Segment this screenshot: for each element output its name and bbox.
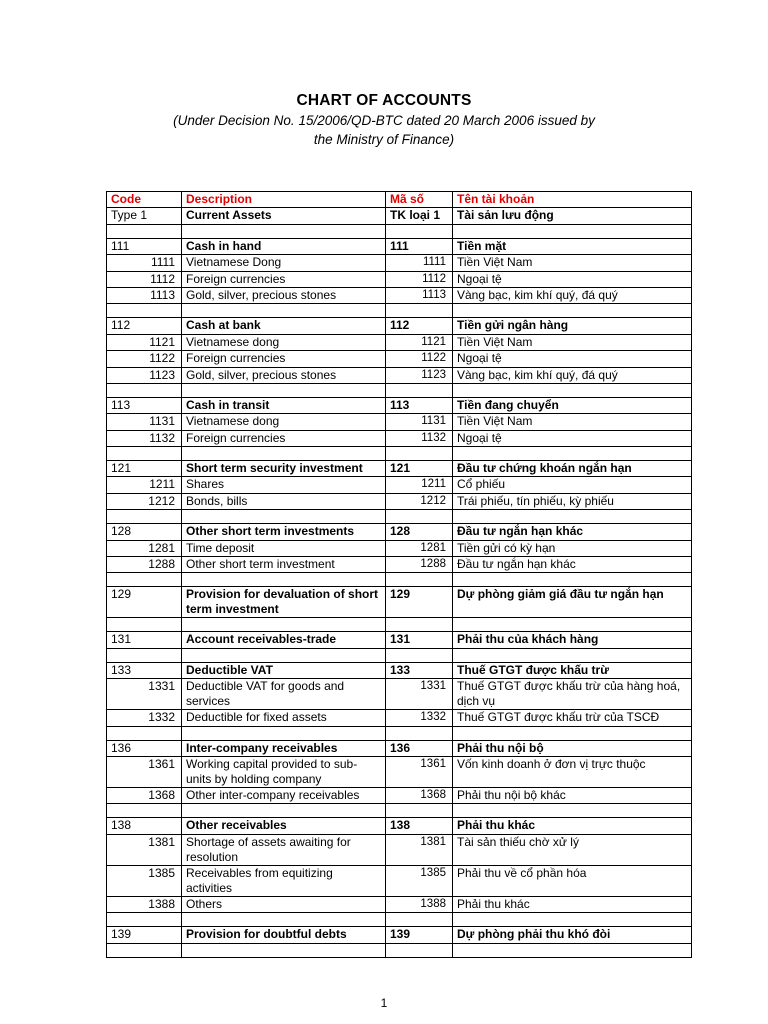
account-ma-so: 121 xyxy=(386,461,453,477)
sub-account-description: Others xyxy=(182,896,386,912)
spacer-cell xyxy=(107,804,182,818)
account-description: Deductible VAT xyxy=(182,662,386,678)
spacer-cell xyxy=(453,510,692,524)
sub-account-row xyxy=(107,896,692,912)
sub-account-description: Foreign currencies xyxy=(182,351,386,367)
sub-account-code: 1112 xyxy=(107,271,182,287)
spacer-cell xyxy=(453,804,692,818)
sub-account-row xyxy=(107,271,692,287)
account-code: 139 xyxy=(107,927,182,943)
account-description: Provision for doubtful debts xyxy=(182,927,386,943)
sub-account-code: 1385 xyxy=(107,865,182,896)
spacer-cell xyxy=(182,383,386,397)
account-ma-so: 139 xyxy=(386,927,453,943)
sub-account-description: Vietnamese Dong xyxy=(182,255,386,271)
sub-account-row xyxy=(107,414,692,430)
account-code: 138 xyxy=(107,818,182,834)
sub-account-row xyxy=(107,351,692,367)
table-header-row xyxy=(107,192,692,208)
sub-account-code: 1381 xyxy=(107,834,182,865)
sub-account-row xyxy=(107,334,692,350)
sub-account-ma-so: 1388 xyxy=(386,896,453,912)
sub-account-row xyxy=(107,710,692,726)
sub-account-ma-so: 1212 xyxy=(386,493,453,509)
spacer-cell xyxy=(182,510,386,524)
account-group-row xyxy=(107,397,692,413)
spacer-cell xyxy=(453,618,692,632)
sub-account-ten: Ngoại tệ xyxy=(453,430,692,446)
account-code: 113 xyxy=(107,397,182,413)
chart-of-accounts-table xyxy=(106,191,692,958)
account-description: Cash at bank xyxy=(182,318,386,334)
spacer-row xyxy=(107,913,692,927)
spacer-cell xyxy=(182,648,386,662)
sub-account-description: Time deposit xyxy=(182,540,386,556)
spacer-row xyxy=(107,447,692,461)
spacer-cell xyxy=(386,726,453,740)
sub-account-ten: Thuế GTGT được khấu trừ của hàng hoá, dịch vụ xyxy=(453,679,692,710)
spacer-cell xyxy=(107,304,182,318)
account-code: 133 xyxy=(107,662,182,678)
sub-account-code: 1211 xyxy=(107,477,182,493)
sub-account-ma-so: 1385 xyxy=(386,865,453,896)
sub-account-description: Other inter-company receivables xyxy=(182,787,386,803)
sub-account-ten: Tiền Việt Nam xyxy=(453,414,692,430)
sub-account-description: Foreign currencies xyxy=(182,430,386,446)
spacer-cell xyxy=(182,618,386,632)
spacer-row xyxy=(107,726,692,740)
account-ma-so: 128 xyxy=(386,524,453,540)
header-ten-tai-khoan: Tên tài khoản xyxy=(453,192,692,208)
spacer-row xyxy=(107,618,692,632)
spacer-cell xyxy=(386,648,453,662)
account-ten: Tiền đang chuyển xyxy=(453,397,692,413)
spacer-row xyxy=(107,943,692,957)
account-ma-so: 113 xyxy=(386,397,453,413)
account-ten: Phải thu nội bộ xyxy=(453,740,692,756)
sub-account-ten: Phải thu khác xyxy=(453,896,692,912)
sub-account-ma-so: 1381 xyxy=(386,834,453,865)
sub-account-row xyxy=(107,679,692,710)
sub-account-row xyxy=(107,287,692,303)
sub-account-ma-so: 1111 xyxy=(386,255,453,271)
sub-account-code: 1331 xyxy=(107,679,182,710)
account-group-row xyxy=(107,927,692,943)
sub-account-ten: Tiền gửi có kỳ hạn xyxy=(453,540,692,556)
sub-account-row xyxy=(107,540,692,556)
sub-account-ma-so: 1131 xyxy=(386,414,453,430)
account-group-row xyxy=(107,632,692,648)
spacer-row xyxy=(107,573,692,587)
document-subtitle xyxy=(0,111,768,149)
spacer-cell xyxy=(107,648,182,662)
spacer-row xyxy=(107,510,692,524)
account-group-row xyxy=(107,318,692,334)
spacer-cell xyxy=(182,573,386,587)
header-ma-so: Mã số xyxy=(386,192,453,208)
sub-account-ten: Vàng bạc, kim khí quý, đá quý xyxy=(453,367,692,383)
spacer-cell xyxy=(107,224,182,238)
sub-account-row xyxy=(107,430,692,446)
account-ma-so: 111 xyxy=(386,238,453,254)
sub-account-row xyxy=(107,493,692,509)
spacer-cell xyxy=(107,726,182,740)
spacer-cell xyxy=(182,913,386,927)
account-description: Other short term investments xyxy=(182,524,386,540)
account-code: 111 xyxy=(107,238,182,254)
sub-account-description: Foreign currencies xyxy=(182,271,386,287)
account-ma-so: 133 xyxy=(386,662,453,678)
sub-account-row xyxy=(107,367,692,383)
account-ten: Thuế GTGT được khấu trừ xyxy=(453,662,692,678)
spacer-cell xyxy=(453,447,692,461)
account-ma-so: 112 xyxy=(386,318,453,334)
page-number: 1 xyxy=(380,996,388,1010)
sub-account-ten: Tiền Việt Nam xyxy=(453,255,692,271)
header-description: Description xyxy=(182,192,386,208)
spacer-row xyxy=(107,304,692,318)
sub-account-code: 1111 xyxy=(107,255,182,271)
sub-account-code: 1121 xyxy=(107,334,182,350)
account-ten: Dự phòng giảm giá đầu tư ngắn hạn xyxy=(453,587,692,618)
sub-account-ten: Tài sản thiếu chờ xử lý xyxy=(453,834,692,865)
spacer-cell xyxy=(182,304,386,318)
document-title: CHART OF ACCOUNTS xyxy=(296,92,472,109)
sub-account-ma-so: 1112 xyxy=(386,271,453,287)
sub-account-code: 1212 xyxy=(107,493,182,509)
sub-account-description: Shares xyxy=(182,477,386,493)
sub-account-code: 1368 xyxy=(107,787,182,803)
sub-account-ten: Ngoại tệ xyxy=(453,271,692,287)
spacer-cell xyxy=(386,573,453,587)
account-description: Inter-company receivables xyxy=(182,740,386,756)
spacer-cell xyxy=(107,447,182,461)
sub-account-description: Deductible for fixed assets xyxy=(182,710,386,726)
sub-account-ten: Phải thu nội bộ khác xyxy=(453,787,692,803)
spacer-cell xyxy=(453,383,692,397)
account-description: Cash in transit xyxy=(182,397,386,413)
sub-account-ten: Phải thu về cổ phần hóa xyxy=(453,865,692,896)
spacer-cell xyxy=(453,224,692,238)
spacer-cell xyxy=(182,726,386,740)
sub-account-row xyxy=(107,557,692,573)
account-ten: Tiền mặt xyxy=(453,238,692,254)
sub-account-code: 1122 xyxy=(107,351,182,367)
spacer-cell xyxy=(386,913,453,927)
spacer-cell xyxy=(453,943,692,957)
spacer-cell xyxy=(182,224,386,238)
sub-account-ma-so: 1281 xyxy=(386,540,453,556)
account-ma-so: 131 xyxy=(386,632,453,648)
sub-account-ma-so: 1211 xyxy=(386,477,453,493)
spacer-cell xyxy=(386,447,453,461)
spacer-cell xyxy=(386,224,453,238)
sub-account-description: Shortage of assets awaiting for resolution xyxy=(182,834,386,865)
spacer-cell xyxy=(453,913,692,927)
sub-account-row xyxy=(107,756,692,787)
account-group-row xyxy=(107,461,692,477)
table-body xyxy=(107,192,692,958)
account-group-row xyxy=(107,662,692,678)
sub-account-row xyxy=(107,787,692,803)
sub-account-code: 1113 xyxy=(107,287,182,303)
spacer-row xyxy=(107,804,692,818)
spacer-cell xyxy=(386,383,453,397)
account-ten: Đầu tư ngắn hạn khác xyxy=(453,524,692,540)
sub-account-ten: Tiền Việt Nam xyxy=(453,334,692,350)
type-ma-so: TK loại 1 xyxy=(386,208,453,224)
sub-account-row xyxy=(107,834,692,865)
account-group-row xyxy=(107,587,692,618)
sub-account-ma-so: 1361 xyxy=(386,756,453,787)
sub-account-ten: Trái phiếu, tín phiếu, kỳ phiếu xyxy=(453,493,692,509)
account-group-row xyxy=(107,524,692,540)
sub-account-ma-so: 1132 xyxy=(386,430,453,446)
account-code: 136 xyxy=(107,740,182,756)
spacer-row xyxy=(107,648,692,662)
account-ten: Phải thu khác xyxy=(453,818,692,834)
spacer-row xyxy=(107,224,692,238)
spacer-cell xyxy=(453,726,692,740)
sub-account-description: Receivables from equitizing activities xyxy=(182,865,386,896)
spacer-cell xyxy=(182,943,386,957)
account-code: 112 xyxy=(107,318,182,334)
sub-account-ma-so: 1121 xyxy=(386,334,453,350)
account-ma-so: 136 xyxy=(386,740,453,756)
spacer-row xyxy=(107,383,692,397)
sub-account-ten: Vàng bạc, kim khí quý, đá quý xyxy=(453,287,692,303)
sub-account-ma-so: 1332 xyxy=(386,710,453,726)
account-ten: Phải thu của khách hàng xyxy=(453,632,692,648)
sub-account-code: 1288 xyxy=(107,557,182,573)
spacer-cell xyxy=(386,510,453,524)
sub-account-ma-so: 1288 xyxy=(386,557,453,573)
header-code: Code xyxy=(107,192,182,208)
spacer-cell xyxy=(386,943,453,957)
account-ten: Đầu tư chứng khoán ngắn hạn xyxy=(453,461,692,477)
sub-account-ma-so: 1122 xyxy=(386,351,453,367)
account-description: Short term security investment xyxy=(182,461,386,477)
sub-account-ma-so: 1368 xyxy=(386,787,453,803)
account-ten: Dự phòng phải thu khó đòi xyxy=(453,927,692,943)
sub-account-code: 1388 xyxy=(107,896,182,912)
spacer-cell xyxy=(107,383,182,397)
spacer-cell xyxy=(386,304,453,318)
sub-account-description: Gold, silver, precious stones xyxy=(182,367,386,383)
account-description: Provision for devaluation of short term investment xyxy=(182,587,386,618)
account-code: 121 xyxy=(107,461,182,477)
sub-account-code: 1123 xyxy=(107,367,182,383)
spacer-cell xyxy=(107,618,182,632)
sub-account-ten: Đầu tư ngắn hạn khác xyxy=(453,557,692,573)
sub-account-description: Deductible VAT for goods and services xyxy=(182,679,386,710)
sub-account-ma-so: 1113 xyxy=(386,287,453,303)
account-code: 131 xyxy=(107,632,182,648)
spacer-cell xyxy=(107,510,182,524)
type-ten: Tài sản lưu động xyxy=(453,208,692,224)
sub-account-ten: Ngoại tệ xyxy=(453,351,692,367)
account-description: Account receivables-trade xyxy=(182,632,386,648)
spacer-cell xyxy=(453,573,692,587)
subtitle-line-1: (Under Decision No. 15/2006/QD-BTC dated 20 March 2006 issued by xyxy=(173,113,595,128)
sub-account-description: Gold, silver, precious stones xyxy=(182,287,386,303)
spacer-cell xyxy=(182,447,386,461)
sub-account-description: Vietnamese dong xyxy=(182,334,386,350)
sub-account-ten: Vốn kinh doanh ở đơn vị trực thuộc xyxy=(453,756,692,787)
spacer-cell xyxy=(107,573,182,587)
spacer-cell xyxy=(453,304,692,318)
account-ten: Tiền gửi ngân hàng xyxy=(453,318,692,334)
sub-account-code: 1361 xyxy=(107,756,182,787)
account-code: 128 xyxy=(107,524,182,540)
type-code: Type 1 xyxy=(107,208,182,224)
account-ma-so: 129 xyxy=(386,587,453,618)
spacer-cell xyxy=(386,618,453,632)
sub-account-code: 1281 xyxy=(107,540,182,556)
sub-account-ma-so: 1331 xyxy=(386,679,453,710)
subtitle-line-2: the Ministry of Finance) xyxy=(313,132,455,147)
sub-account-description: Other short term investment xyxy=(182,557,386,573)
account-group-row xyxy=(107,238,692,254)
account-group-row xyxy=(107,818,692,834)
type-description: Current Assets xyxy=(182,208,386,224)
account-ma-so: 138 xyxy=(386,818,453,834)
account-code: 129 xyxy=(107,587,182,618)
spacer-cell xyxy=(386,804,453,818)
spacer-cell xyxy=(107,913,182,927)
spacer-cell xyxy=(107,943,182,957)
spacer-cell xyxy=(182,804,386,818)
sub-account-code: 1131 xyxy=(107,414,182,430)
sub-account-code: 1332 xyxy=(107,710,182,726)
sub-account-row xyxy=(107,255,692,271)
sub-account-description: Working capital provided to sub-units by holding company xyxy=(182,756,386,787)
type-row xyxy=(107,208,692,224)
sub-account-ten: Thuế GTGT được khấu trừ của TSCĐ xyxy=(453,710,692,726)
account-description: Other receivables xyxy=(182,818,386,834)
spacer-cell xyxy=(453,648,692,662)
sub-account-description: Vietnamese dong xyxy=(182,414,386,430)
sub-account-ten: Cổ phiếu xyxy=(453,477,692,493)
sub-account-code: 1132 xyxy=(107,430,182,446)
sub-account-description: Bonds, bills xyxy=(182,493,386,509)
sub-account-ma-so: 1123 xyxy=(386,367,453,383)
account-group-row xyxy=(107,740,692,756)
account-description: Cash in hand xyxy=(182,238,386,254)
sub-account-row xyxy=(107,477,692,493)
sub-account-row xyxy=(107,865,692,896)
